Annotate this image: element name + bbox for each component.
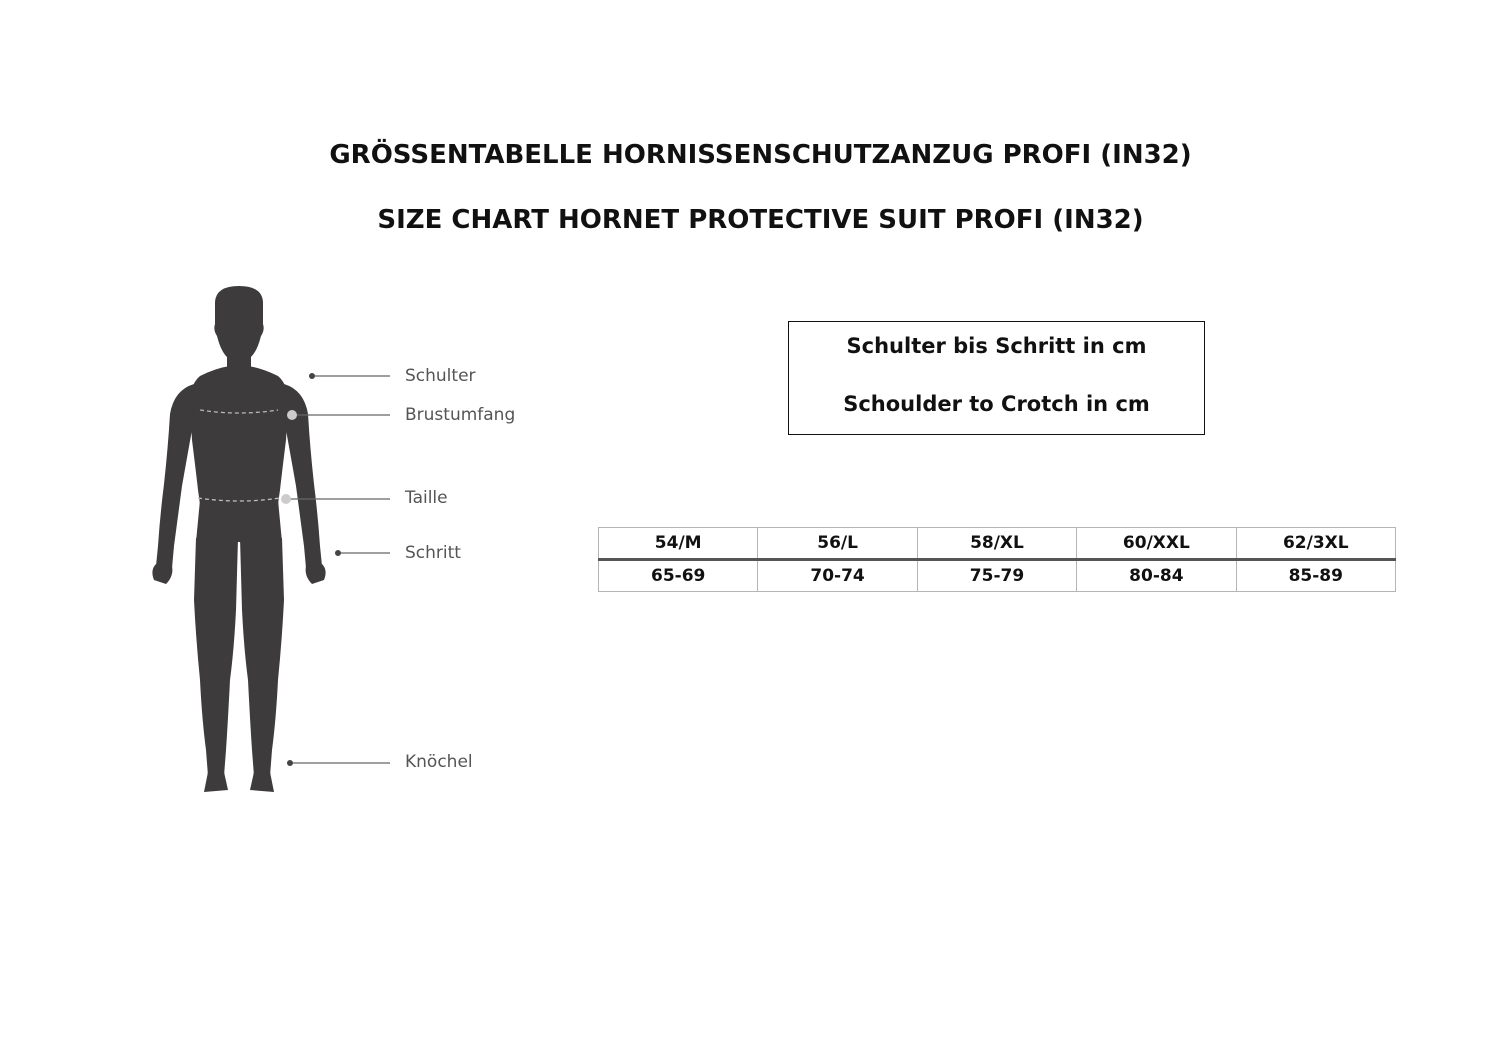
- human-silhouette-diagram: [130, 280, 550, 810]
- info-box-text-english: Schoulder to Crotch in cm: [843, 392, 1150, 416]
- label-shoulder: Schulter: [405, 366, 476, 386]
- silhouette-right-leg: [240, 538, 284, 776]
- silhouette-left-hand: [152, 564, 172, 584]
- page-title-english: SIZE CHART HORNET PROTECTIVE SUIT PROFI (IN32): [377, 205, 1144, 235]
- size-cell: 54/M: [599, 528, 758, 560]
- label-chest: Brustumfang: [405, 405, 516, 425]
- info-box-text-german: Schulter bis Schritt in cm: [846, 334, 1147, 358]
- human-silhouette: [152, 286, 325, 792]
- range-cell: 70-74: [758, 560, 917, 592]
- ankle-marker-dot: [287, 760, 293, 766]
- range-cell: 80-84: [1077, 560, 1236, 592]
- page-title-german: GRÖSSENTABELLE HORNISSENSCHUTZANZUG PROFI (IN32): [329, 140, 1192, 170]
- size-table: [598, 527, 1396, 592]
- label-crotch: Schritt: [405, 543, 461, 563]
- silhouette-left-leg: [194, 538, 238, 776]
- crotch-marker-dot: [335, 550, 341, 556]
- shoulder-marker-dot: [309, 373, 315, 379]
- body-measurement-figure: [130, 280, 550, 810]
- size-header-row: [599, 528, 1396, 560]
- size-cell: 58/XL: [917, 528, 1076, 560]
- size-cell: 56/L: [758, 528, 917, 560]
- range-cell: 75-79: [917, 560, 1076, 592]
- chest-marker-dot: [287, 410, 297, 420]
- range-row: [599, 560, 1396, 592]
- silhouette-right-foot: [250, 772, 274, 792]
- range-cell: 65-69: [599, 560, 758, 592]
- silhouette-right-hand: [306, 564, 326, 584]
- label-waist: Taille: [405, 488, 448, 508]
- measurement-info-box: [788, 321, 1205, 435]
- waist-marker-dot: [281, 494, 291, 504]
- silhouette-pelvis: [196, 500, 282, 542]
- size-cell: 62/3XL: [1236, 528, 1395, 560]
- silhouette-head: [214, 286, 263, 358]
- silhouette-left-arm: [156, 384, 194, 568]
- size-cell: 60/XXL: [1077, 528, 1236, 560]
- silhouette-left-foot: [204, 772, 228, 792]
- label-ankle: Knöchel: [405, 752, 473, 772]
- range-cell: 85-89: [1236, 560, 1395, 592]
- silhouette-torso: [190, 366, 288, 504]
